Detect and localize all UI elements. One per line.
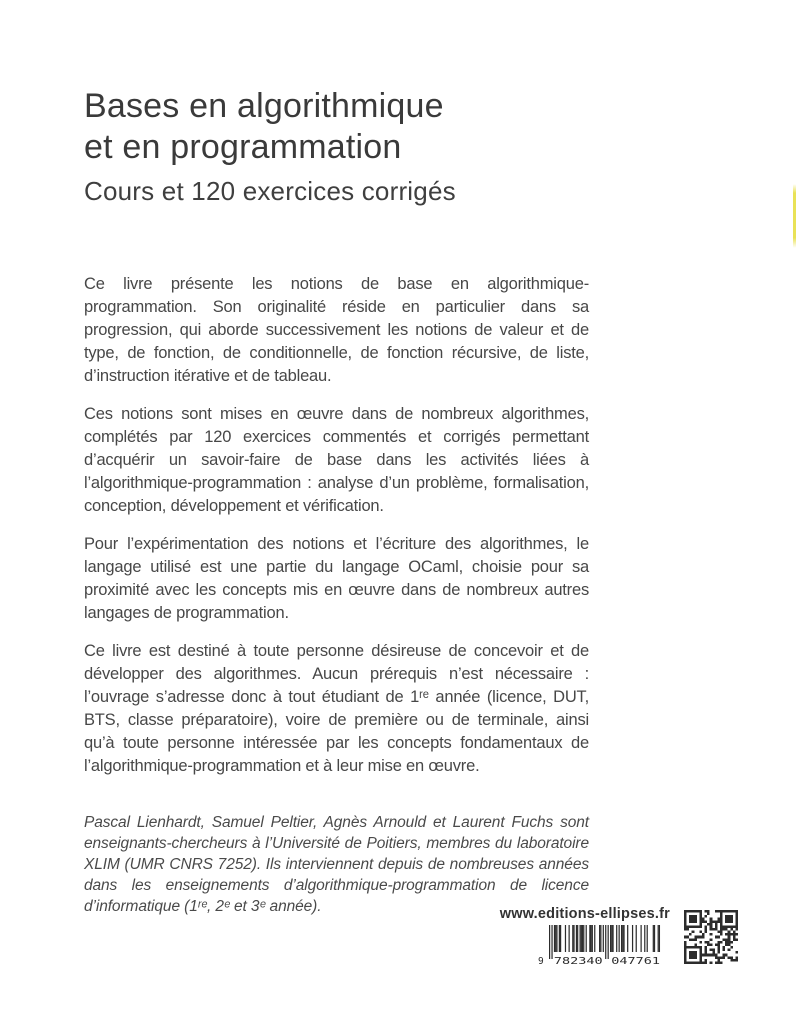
back-cover-blurb: [84, 273, 589, 778]
book-title-line1: Bases en algorithmique: [84, 87, 444, 125]
publisher-footer: [500, 905, 738, 966]
blurb-paragraph: Ce livre présente les notions de base en algorithmique-programmation. Son originalité réside en particulier dans sa progression, qui aborde successivement les notions de valeur et de type, de fonction, de conditionnelle, de fonction récursive, de liste, d’instruction itérative et de tableau.: [84, 275, 589, 385]
spine-edge-mark: [793, 184, 796, 248]
svg-text:782340: 782340: [553, 956, 604, 966]
blurb-paragraph: Ce livre est destiné à toute personne désireuse de concevoir et de développer des algorithmes. Aucun prérequis n’est nécessaire : l’ouvrage s’adresse donc à tout étudiant de 1ʳᵉ année (licence, DUT, BTS, classe préparatoire), voire de première ou de terminale, ainsi qu’à toute personne intéressée par les concepts fondamentaux de l’algorithmique-programmation et à leur mise en œuvre.: [84, 642, 589, 775]
qr-code: [684, 910, 738, 964]
blurb-paragraph: Pour l’expérimentation des notions et l’écriture des algorithmes, le langage utilisé est une partie du langage OCaml, choisie pour sa proximité avec les concepts mis en œuvre dans de nombreux autres langages de programmation.: [84, 535, 589, 622]
svg-text:047761: 047761: [611, 956, 661, 966]
book-title: [84, 86, 589, 168]
blurb-paragraph: Ces notions sont mises en œuvre dans de nombreux algorithmes, complétés par 120 exercices commentés et corrigés permettant d’acquérir un savoir-faire de base dans les activités liées à l’algorithmique-programmation : analyse d’un problème, formalisation, conception, développement et vérification.: [84, 405, 589, 515]
ean13-barcode: [538, 925, 670, 966]
svg-text:9: 9: [538, 956, 544, 966]
author-bio: Pascal Lienhardt, Samuel Peltier, Agnès Arnould et Laurent Fuchs sont enseignants-chercheurs à l’Université de Poitiers, membres du laboratoire XLIM (UMR CNRS 7252). Ils interviennent depuis de nombreuses années dans les enseignements d’algorithmique-programmation de licence d’informatique (1ʳᵉ, 2ᵉ et 3ᵉ année).: [84, 814, 589, 915]
cover-content: [84, 86, 589, 917]
book-title-line2: et en programmation: [84, 128, 402, 166]
publisher-website: www.editions-ellipses.fr: [499, 906, 670, 922]
book-subtitle: Cours et 120 exercices corrigés: [84, 176, 456, 206]
barcode-column: [500, 905, 670, 966]
